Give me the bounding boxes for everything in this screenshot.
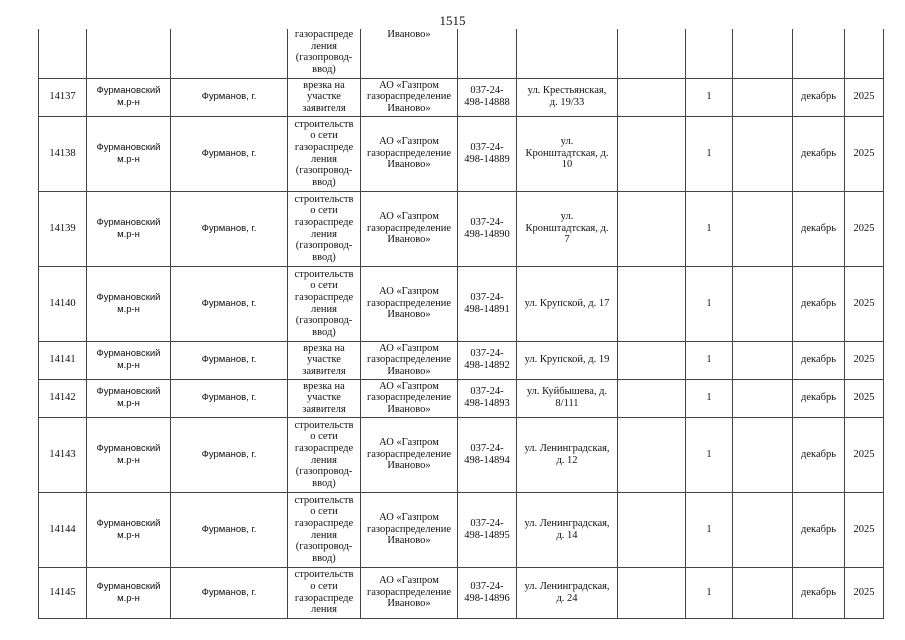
- table-row: [39, 266, 884, 341]
- quantity-cell: 1: [686, 78, 733, 116]
- quantity-cell: 1: [686, 191, 733, 266]
- row-number-cell: 14138: [39, 116, 87, 191]
- city-cell: Фурманов, г.: [171, 266, 288, 341]
- organization-cell: АО «Газпром газораспределение Иваново»: [361, 417, 458, 492]
- empty-cell: [733, 492, 793, 567]
- table-row: [39, 492, 884, 567]
- district-cell: [87, 29, 171, 78]
- row-number-cell: 14142: [39, 379, 87, 417]
- empty-cell: [618, 266, 686, 341]
- work-type-cell: строительств о сети газораспреде ления: [288, 567, 361, 618]
- empty-cell: [733, 417, 793, 492]
- district-cell: Фурмановский м.р-н: [87, 78, 171, 116]
- table-row: [39, 567, 884, 618]
- district-cell: Фурмановский м.р-н: [87, 116, 171, 191]
- district-cell: Фурмановский м.р-н: [87, 567, 171, 618]
- empty-cell: [618, 379, 686, 417]
- object-code-cell: [458, 29, 517, 78]
- row-number-cell: 14141: [39, 341, 87, 379]
- month-cell: декабрь: [793, 492, 845, 567]
- organization-cell: АО «Газпром газораспределение Иваново»: [361, 379, 458, 417]
- city-cell: Фурманов, г.: [171, 191, 288, 266]
- year-cell: 2025: [845, 266, 884, 341]
- work-type-cell: врезка на участке заявителя: [288, 341, 361, 379]
- work-type-cell: строительств о сети газораспреде ления (газопровод- ввод): [288, 191, 361, 266]
- year-cell: 2025: [845, 379, 884, 417]
- object-code-cell: 037-24- 498-14890: [458, 191, 517, 266]
- year-cell: 2025: [845, 417, 884, 492]
- row-number-cell: 14140: [39, 266, 87, 341]
- empty-cell: [733, 379, 793, 417]
- row-number-cell: 14139: [39, 191, 87, 266]
- work-type-cell: строительств о сети газораспреде ления (газопровод- ввод): [288, 266, 361, 341]
- object-code-cell: 037-24- 498-14896: [458, 567, 517, 618]
- month-cell: декабрь: [793, 116, 845, 191]
- city-cell: Фурманов, г.: [171, 417, 288, 492]
- empty-cell: [733, 29, 793, 78]
- address-cell: ул. Кронштадтская, д. 7: [517, 191, 618, 266]
- quantity-cell: 1: [686, 417, 733, 492]
- address-cell: ул. Крестьянская, д. 19/33: [517, 78, 618, 116]
- year-cell: 2025: [845, 116, 884, 191]
- address-cell: ул. Крупской, д. 17: [517, 266, 618, 341]
- address-cell: ул. Ленинградская, д. 24: [517, 567, 618, 618]
- quantity-cell: 1: [686, 266, 733, 341]
- table-row: [39, 379, 884, 417]
- organization-cell: АО «Газпром газораспределение Иваново»: [361, 116, 458, 191]
- address-cell: ул. Кронштадтская, д. 10: [517, 116, 618, 191]
- address-cell: ул. Куйбышева, д. 8/111: [517, 379, 618, 417]
- empty-cell: [618, 191, 686, 266]
- month-cell: декабрь: [793, 341, 845, 379]
- quantity-cell: 1: [686, 379, 733, 417]
- work-type-cell: врезка на участке заявителя: [288, 379, 361, 417]
- table-row: [39, 29, 884, 78]
- empty-cell: [733, 191, 793, 266]
- district-cell: Фурмановский м.р-н: [87, 266, 171, 341]
- city-cell: Фурманов, г.: [171, 116, 288, 191]
- city-cell: [171, 29, 288, 78]
- district-cell: Фурмановский м.р-н: [87, 191, 171, 266]
- object-code-cell: 037-24- 498-14892: [458, 341, 517, 379]
- empty-cell: [618, 417, 686, 492]
- month-cell: декабрь: [793, 379, 845, 417]
- district-cell: Фурмановский м.р-н: [87, 341, 171, 379]
- empty-cell: [733, 78, 793, 116]
- row-number-cell: 14145: [39, 567, 87, 618]
- table-row: [39, 341, 884, 379]
- object-code-cell: 037-24- 498-14888: [458, 78, 517, 116]
- month-cell: [793, 29, 845, 78]
- quantity-cell: 1: [686, 567, 733, 618]
- quantity-cell: [686, 29, 733, 78]
- page-number: 1515: [439, 13, 466, 28]
- address-cell: ул. Ленинградская, д. 14: [517, 492, 618, 567]
- address-cell: ул. Крупской, д. 19: [517, 341, 618, 379]
- work-type-cell: газораспреде ления (газопровод- ввод): [288, 29, 361, 78]
- object-code-cell: 037-24- 498-14893: [458, 379, 517, 417]
- organization-cell: АО «Газпром газораспределение Иваново»: [361, 567, 458, 618]
- district-cell: Фурмановский м.р-н: [87, 417, 171, 492]
- empty-cell: [618, 29, 686, 78]
- organization-cell: АО «Газпром газораспределение Иваново»: [361, 78, 458, 116]
- empty-cell: [618, 341, 686, 379]
- object-code-cell: 037-24- 498-14889: [458, 116, 517, 191]
- month-cell: декабрь: [793, 78, 845, 116]
- city-cell: Фурманов, г.: [171, 567, 288, 618]
- month-cell: декабрь: [793, 417, 845, 492]
- year-cell: 2025: [845, 341, 884, 379]
- table-row: [39, 191, 884, 266]
- table-row: [39, 78, 884, 116]
- address-cell: [517, 29, 618, 78]
- month-cell: декабрь: [793, 266, 845, 341]
- year-cell: 2025: [845, 78, 884, 116]
- registry-table: [38, 29, 884, 619]
- empty-cell: [733, 116, 793, 191]
- table-row: [39, 417, 884, 492]
- empty-cell: [618, 492, 686, 567]
- city-cell: Фурманов, г.: [171, 78, 288, 116]
- work-type-cell: строительств о сети газораспреде ления (газопровод- ввод): [288, 492, 361, 567]
- organization-cell: АО «Газпром газораспределение Иваново»: [361, 341, 458, 379]
- row-number-cell: [39, 29, 87, 78]
- work-type-cell: врезка на участке заявителя: [288, 78, 361, 116]
- organization-cell: АО «Газпром газораспределение Иваново»: [361, 191, 458, 266]
- quantity-cell: 1: [686, 341, 733, 379]
- empty-cell: [733, 567, 793, 618]
- organization-cell: АО «Газпром газораспределение Иваново»: [361, 266, 458, 341]
- year-cell: 2025: [845, 492, 884, 567]
- object-code-cell: 037-24- 498-14894: [458, 417, 517, 492]
- row-number-cell: 14137: [39, 78, 87, 116]
- empty-cell: [618, 78, 686, 116]
- empty-cell: [618, 116, 686, 191]
- year-cell: 2025: [845, 567, 884, 618]
- city-cell: Фурманов, г.: [171, 341, 288, 379]
- object-code-cell: 037-24- 498-14891: [458, 266, 517, 341]
- work-type-cell: строительств о сети газораспреде ления (газопровод- ввод): [288, 417, 361, 492]
- object-code-cell: 037-24- 498-14895: [458, 492, 517, 567]
- table-body: [39, 29, 884, 618]
- work-type-cell: строительств о сети газораспреде ления (газопровод- ввод): [288, 116, 361, 191]
- organization-cell: Иваново»: [361, 29, 458, 78]
- city-cell: Фурманов, г.: [171, 379, 288, 417]
- address-cell: ул. Ленинградская, д. 12: [517, 417, 618, 492]
- year-cell: [845, 29, 884, 78]
- month-cell: декабрь: [793, 567, 845, 618]
- district-cell: Фурмановский м.р-н: [87, 379, 171, 417]
- empty-cell: [618, 567, 686, 618]
- quantity-cell: 1: [686, 492, 733, 567]
- table-row: [39, 116, 884, 191]
- quantity-cell: 1: [686, 116, 733, 191]
- empty-cell: [733, 266, 793, 341]
- row-number-cell: 14143: [39, 417, 87, 492]
- organization-cell: АО «Газпром газораспределение Иваново»: [361, 492, 458, 567]
- row-number-cell: 14144: [39, 492, 87, 567]
- month-cell: декабрь: [793, 191, 845, 266]
- city-cell: Фурманов, г.: [171, 492, 288, 567]
- district-cell: Фурмановский м.р-н: [87, 492, 171, 567]
- empty-cell: [733, 341, 793, 379]
- year-cell: 2025: [845, 191, 884, 266]
